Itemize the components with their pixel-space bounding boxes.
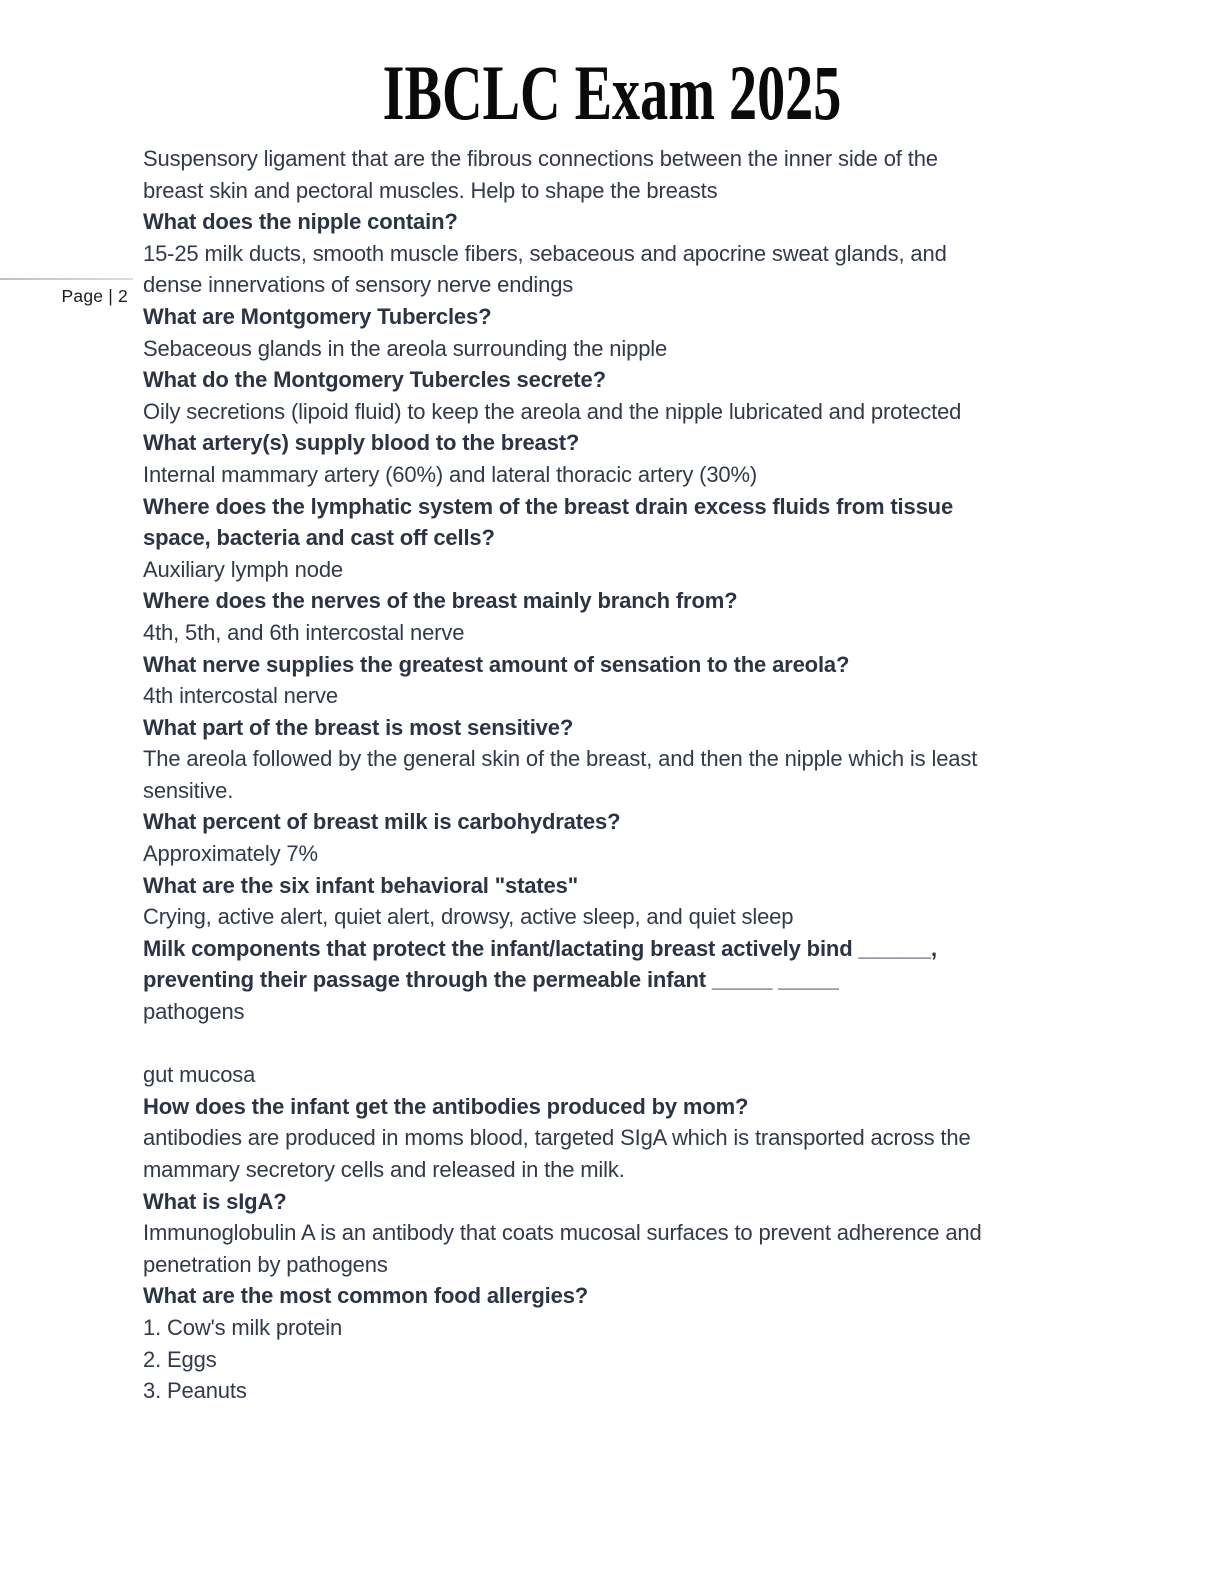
- question-line: Milk components that protect the infant/lactating breast actively bind ______,: [143, 935, 937, 961]
- question-line: What artery(s) supply blood to the breast?: [143, 430, 580, 456]
- question-line: What are the most common food allergies?: [143, 1283, 589, 1309]
- blank-line: [143, 1028, 1093, 1060]
- question-line: What part of the breast is most sensitive?: [143, 714, 574, 740]
- answer-line: breast skin and pectoral muscles. Help to shape the breasts: [143, 177, 718, 203]
- document-title: IBCLC Exam 2025: [382, 49, 842, 136]
- answer-line: 4th intercostal nerve: [143, 683, 338, 709]
- answer-line: mammary secretory cells and released in the milk.: [143, 1157, 625, 1182]
- answer-line: 4th, 5th, and 6th intercostal nerve: [143, 619, 465, 645]
- answer-line: Auxiliary lymph node: [143, 556, 343, 582]
- question-line: What nerve supplies the greatest amount of sensation to the areola?: [143, 651, 850, 677]
- question-line: How does the infant get the antibodies produced by mom?: [143, 1093, 749, 1119]
- question-line: Where does the nerves of the breast mainly branch from?: [143, 588, 738, 614]
- answer-line: Crying, active alert, quiet alert, drowsy, active sleep, and quiet sleep: [143, 904, 794, 930]
- question-line: preventing their passage through the permeable infant _____ _____: [143, 967, 839, 993]
- question-line: What do the Montgomery Tubercles secrete?: [143, 367, 606, 393]
- margin-rule: [0, 278, 133, 280]
- answer-line: 3. Peanuts: [143, 1378, 247, 1404]
- content-lines: [143, 143, 1093, 1407]
- answer-line: penetration by pathogens: [143, 1251, 388, 1277]
- answer-line: 15-25 milk ducts, smooth muscle fibers, sebaceous and apocrine sweat glands, and: [143, 240, 947, 266]
- question-line: Where does the lymphatic system of the breast drain excess fluids from tissue: [143, 493, 954, 519]
- answer-line: sensitive.: [143, 777, 234, 803]
- answer-line: Oily secretions (lipoid fluid) to keep the areola and the nipple lubricated and protected: [143, 398, 962, 424]
- question-line: What are the six infant behavioral "states": [143, 872, 578, 898]
- page-number-label: Page | 2: [61, 286, 128, 306]
- answer-line: antibodies are produced in moms blood, targeted SIgA which is transported across the: [143, 1125, 971, 1151]
- answer-line: Suspensory ligament that are the fibrous connections between the inner side of the: [143, 146, 938, 171]
- question-line: What is sIgA?: [143, 1188, 287, 1214]
- question-line: What does the nipple contain?: [143, 209, 458, 235]
- answer-line: Immunoglobulin A is an antibody that coats mucosal surfaces to prevent adherence and: [143, 1220, 982, 1246]
- question-line: What percent of breast milk is carbohydrates?: [143, 809, 621, 835]
- answer-line: 1. Cow's milk protein: [143, 1314, 343, 1340]
- answer-line: pathogens: [143, 999, 245, 1025]
- answer-line: Approximately 7%: [143, 841, 318, 867]
- answer-line: dense innervations of sensory nerve endings: [143, 272, 574, 298]
- answer-line: Sebaceous glands in the areola surrounding the nipple: [143, 335, 668, 361]
- question-line: What are Montgomery Tubercles?: [143, 303, 492, 329]
- answer-line: Internal mammary artery (60%) and lateral thoracic artery (30%): [143, 461, 758, 487]
- answer-line: gut mucosa: [143, 1062, 256, 1088]
- question-line: space, bacteria and cast off cells?: [143, 525, 495, 551]
- answer-line: The areola followed by the general skin of the breast, and then the nipple which is least: [143, 746, 978, 772]
- answer-line: 2. Eggs: [143, 1346, 217, 1372]
